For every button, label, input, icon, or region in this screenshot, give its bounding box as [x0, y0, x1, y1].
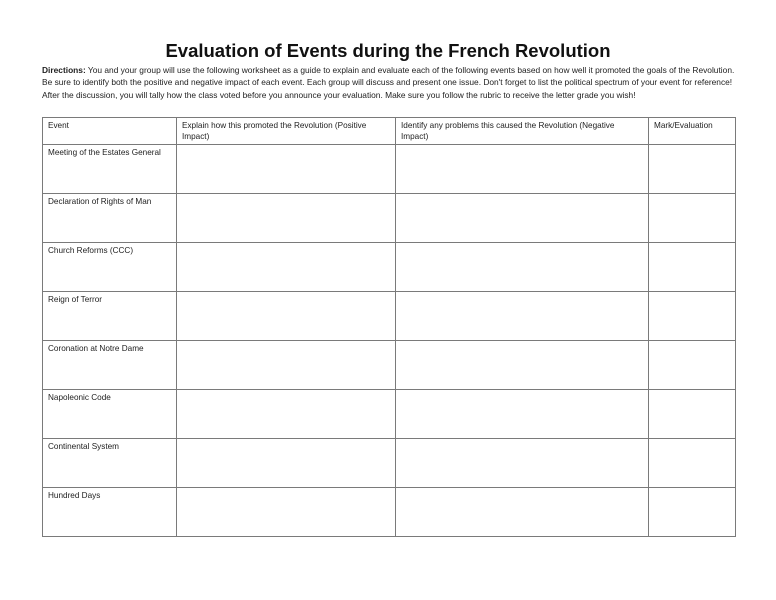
event-cell: Coronation at Notre Dame — [43, 341, 177, 390]
positive-impact-cell[interactable] — [177, 488, 396, 537]
header-event: Event — [43, 118, 177, 145]
table-row — [43, 292, 736, 341]
mark-cell[interactable] — [649, 145, 736, 194]
mark-cell[interactable] — [649, 292, 736, 341]
table-row — [43, 488, 736, 537]
mark-cell[interactable] — [649, 341, 736, 390]
negative-impact-cell[interactable] — [396, 145, 649, 194]
mark-cell[interactable] — [649, 488, 736, 537]
evaluation-table — [42, 117, 736, 537]
directions-label: Directions: — [42, 65, 86, 75]
mark-cell[interactable] — [649, 439, 736, 488]
table-header-row — [43, 118, 736, 145]
positive-impact-cell[interactable] — [177, 243, 396, 292]
negative-impact-cell[interactable] — [396, 292, 649, 341]
negative-impact-cell[interactable] — [396, 243, 649, 292]
table-row — [43, 439, 736, 488]
positive-impact-cell[interactable] — [177, 341, 396, 390]
header-mark-evaluation: Mark/Evaluation — [649, 118, 736, 145]
directions-paragraph — [42, 64, 736, 101]
event-cell: Reign of Terror — [43, 292, 177, 341]
table-row — [43, 145, 736, 194]
mark-cell[interactable] — [649, 390, 736, 439]
event-cell: Hundred Days — [43, 488, 177, 537]
negative-impact-cell[interactable] — [396, 488, 649, 537]
positive-impact-cell[interactable] — [177, 194, 396, 243]
header-negative-impact: Identify any problems this caused the Revolution (Negative Impact) — [396, 118, 649, 145]
mark-cell[interactable] — [649, 243, 736, 292]
event-cell: Meeting of the Estates General — [43, 145, 177, 194]
event-cell: Declaration of Rights of Man — [43, 194, 177, 243]
positive-impact-cell[interactable] — [177, 439, 396, 488]
positive-impact-cell[interactable] — [177, 292, 396, 341]
event-cell: Continental System — [43, 439, 177, 488]
header-positive-impact: Explain how this promoted the Revolution (Positive Impact) — [177, 118, 396, 145]
table-row — [43, 194, 736, 243]
page-title: Evaluation of Events during the French Revolution — [165, 40, 611, 61]
event-cell: Napoleonic Code — [43, 390, 177, 439]
table-row — [43, 341, 736, 390]
negative-impact-cell[interactable] — [396, 390, 649, 439]
table-row — [43, 390, 736, 439]
positive-impact-cell[interactable] — [177, 145, 396, 194]
positive-impact-cell[interactable] — [177, 390, 396, 439]
negative-impact-cell[interactable] — [396, 194, 649, 243]
directions-text: You and your group will use the following worksheet as a guide to explain and evaluate each of the following events based on how well it promoted the goals of the Revolution. Be sure to identify both the positive and negative impact of each event. Each group will discuss and present one issue. Don't forget to list the political spectrum of your event for reference! After the discussion, you will tally how the class voted before you announce your evaluation. Make sure you follow the rubric to receive the letter grade you wish! — [42, 65, 735, 100]
mark-cell[interactable] — [649, 194, 736, 243]
event-cell: Church Reforms (CCC) — [43, 243, 177, 292]
negative-impact-cell[interactable] — [396, 439, 649, 488]
table-row — [43, 243, 736, 292]
negative-impact-cell[interactable] — [396, 341, 649, 390]
